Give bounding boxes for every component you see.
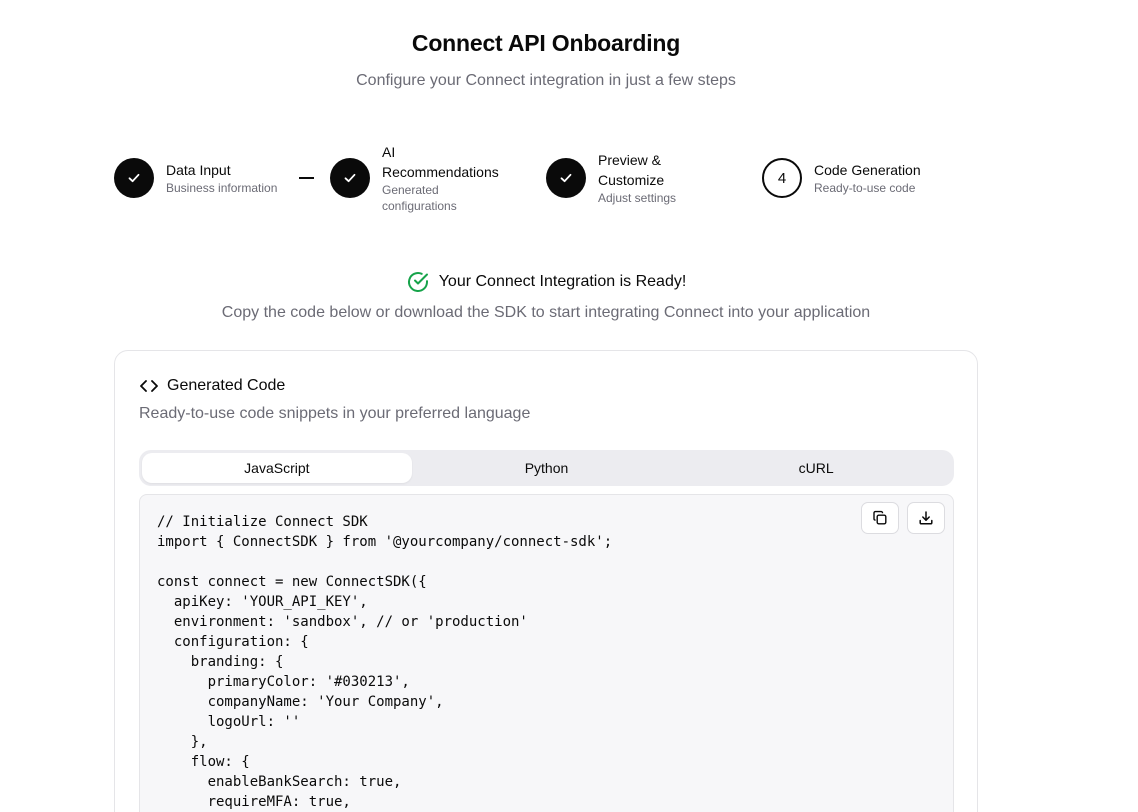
tab-javascript[interactable]: JavaScript [142,453,412,483]
code-block[interactable] [139,494,954,812]
copy-icon [872,510,888,526]
step-preview-customize[interactable] [546,140,708,216]
step-title: Data Input [166,162,231,178]
code-line: const connect = new ConnectSDK({ [157,574,427,590]
progress-stepper [114,140,978,216]
code-line: branding: { [157,654,284,670]
code-icon [139,376,159,396]
card-title: Generated Code [167,377,286,394]
step-title: AI Recommendations [382,144,499,180]
step-title: Code Generation [814,162,921,178]
step-code-generation[interactable] [762,140,921,216]
copy-button[interactable] [861,502,899,534]
code-line: configuration: { [157,634,309,650]
code-line: import { ConnectSDK } from '@yourcompany/connect-sdk'; [157,534,613,550]
page-title: Connect API Onboarding [411,30,681,56]
download-icon [918,510,934,526]
step-title: Preview & Customize [598,152,665,188]
step-description: Generated configurations [382,183,457,213]
step-ai-recommendations[interactable] [330,140,512,216]
code-line: apiKey: 'YOUR_API_KEY', [157,594,368,610]
step-check-icon [330,158,370,198]
ready-title: Your Connect Integration is Ready! [438,273,687,290]
step-description: Business information [166,181,278,195]
code-line: }, [157,734,208,750]
step-data-input[interactable] [114,140,277,216]
ready-subtitle: Copy the code below or download the SDK to start integrating Connect into your application [221,304,871,321]
step-connector [299,177,314,179]
check-circle-icon [406,270,430,294]
code-line: // Initialize Connect SDK [157,514,368,530]
code-line: environment: 'sandbox', // or 'production' [157,614,528,630]
code-line: companyName: 'Your Company', [157,694,444,710]
step-description: Ready-to-use code [814,181,916,195]
download-button[interactable] [907,502,945,534]
ready-banner [0,270,1092,294]
code-line: enableBankSearch: true, [157,774,402,790]
code-line: primaryColor: '#030213', [157,674,410,690]
language-tabs [139,450,954,486]
code-content [157,512,612,812]
code-line: flow: { [157,754,250,770]
code-line: logoUrl: '' [157,714,301,730]
tab-curl[interactable]: cURL [681,453,951,483]
code-line [157,552,612,572]
tab-python[interactable]: Python [412,453,682,483]
generated-code-card [114,350,978,812]
step-description: Adjust settings [598,191,677,205]
step-check-icon [546,158,586,198]
step-check-icon [114,158,154,198]
page-subtitle: Configure your Connect integration in just a few steps [356,72,736,89]
code-line: requireMFA: true, [157,794,351,810]
step-number: 4 [762,158,802,198]
card-subtitle: Ready-to-use code snippets in your preferred language [139,405,531,422]
